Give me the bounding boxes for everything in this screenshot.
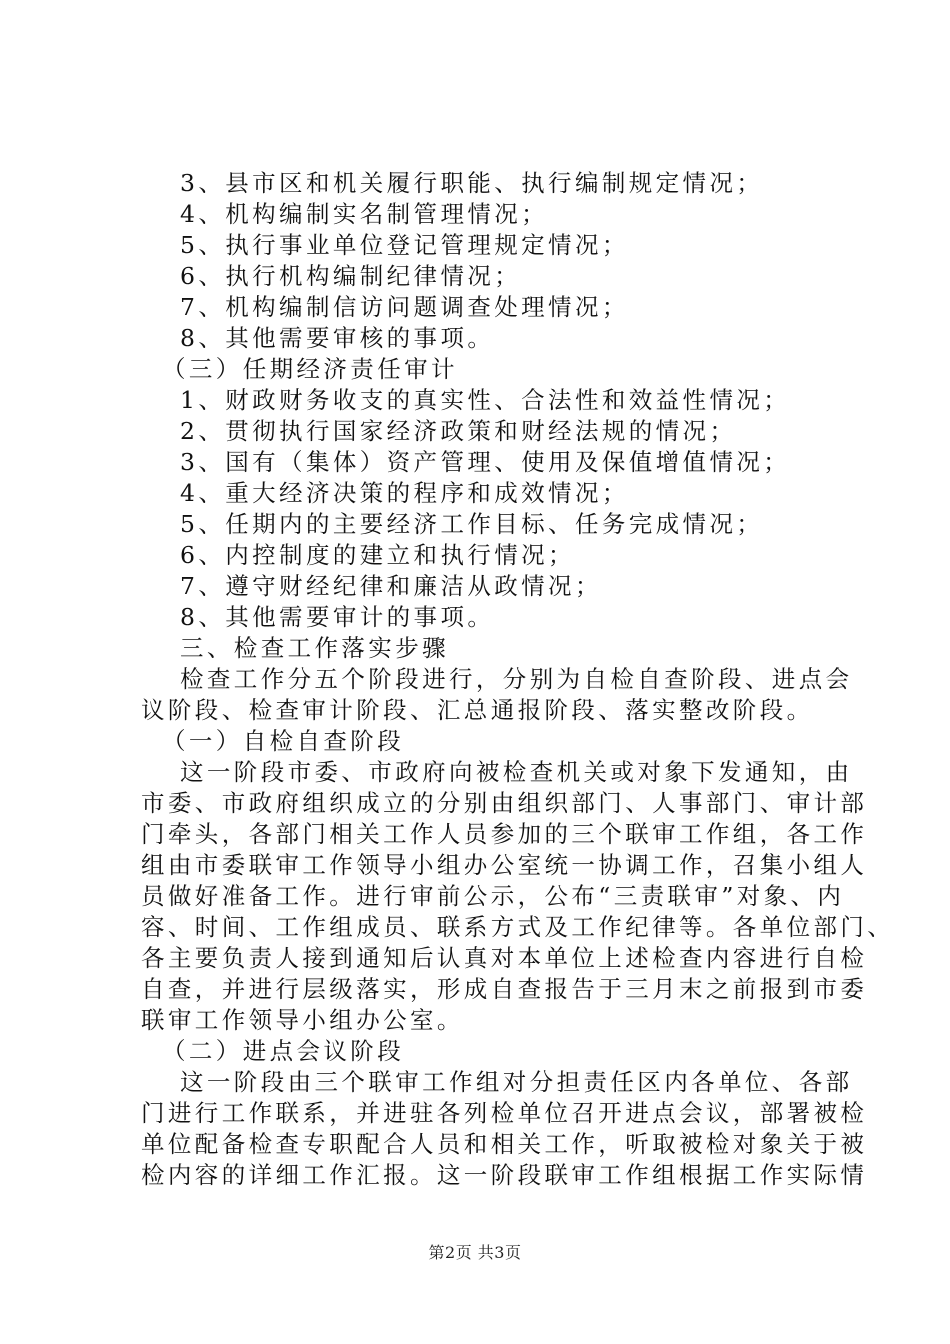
paragraph-line: 检查工作分五个阶段进行，分别为自检自查阶段、进点会	[180, 665, 853, 693]
paragraph-line: 员做好准备工作。进行审前公示，公布“三责联审”对象、内	[141, 882, 845, 910]
list-item: 6、内控制度的建立和执行情况；	[180, 541, 575, 569]
document-body	[141, 168, 895, 1191]
list-item: 4、机构编制实名制管理情况；	[180, 200, 549, 228]
paragraph-line: 单位配备检查专职配合人员和相关工作，听取被检对象关于被	[141, 1130, 868, 1158]
section-heading-steps: 三、检查工作落实步骤	[180, 634, 449, 662]
list-item: 1、财政财务收支的真实性、合法性和效益性情况；	[180, 386, 791, 414]
paragraph-line: 门牵头，各部门相关工作人员参加的三个联审工作组，各工作	[141, 820, 868, 848]
paragraph-line: 议阶段、检查审计阶段、汇总通报阶段、落实整改阶段。	[141, 696, 814, 724]
list-item: 5、任期内的主要经济工作目标、任务完成情况；	[180, 510, 764, 538]
list-item: 2、贯彻执行国家经济政策和财经法规的情况；	[180, 417, 737, 445]
paragraph-line: 市委、市政府组织成立的分别由组织部门、人事部门、审计部	[141, 789, 868, 817]
paragraph-line: 检内容的详细工作汇报。这一阶段联审工作组根据工作实际情	[141, 1161, 868, 1189]
list-item: 8、其他需要审核的事项。	[180, 324, 495, 352]
list-item: 3、国有（集体）资产管理、使用及保值增值情况；	[180, 448, 791, 476]
paragraph-line: 这一阶段由三个联审工作组对分担责任区内各单位、各部	[180, 1068, 853, 1096]
stage-two-heading: （二）进点会议阶段	[162, 1037, 405, 1065]
paragraph-line: 自查，并进行层级落实，形成自查报告于三月末之前报到市委	[141, 975, 868, 1003]
section-heading-audit: （三）任期经济责任审计	[162, 355, 458, 383]
paragraph-line: 门进行工作联系，并进驻各列检单位召开进点会议，部署被检	[141, 1099, 868, 1127]
list-item: 7、遵守财经纪律和廉洁从政情况；	[180, 572, 602, 600]
list-item: 7、机构编制信访问题调查处理情况；	[180, 293, 629, 321]
paragraph-line: 各主要负责人接到通知后认真对本单位上述检查内容进行自检	[141, 944, 868, 972]
paragraph-line: 容、时间、工作组成员、联系方式及工作纪律等。各单位部门、	[141, 913, 895, 941]
paragraph-line: 这一阶段市委、市政府向被检查机关或对象下发通知，由	[180, 758, 853, 786]
page-footer: 第2页 共3页	[428, 1243, 522, 1262]
list-item: 6、执行机构编制纪律情况；	[180, 262, 522, 290]
list-item: 8、其他需要审计的事项。	[180, 603, 495, 631]
stage-one-heading: （一）自检自查阶段	[162, 727, 405, 755]
list-item: 4、重大经济决策的程序和成效情况；	[180, 479, 629, 507]
paragraph-line: 组由市委联审工作领导小组办公室统一协调工作，召集小组人	[141, 851, 868, 879]
list-item: 5、执行事业单位登记管理规定情况；	[180, 231, 629, 259]
paragraph-line: 联审工作领导小组办公室。	[141, 1006, 464, 1034]
list-item: 3、县市区和机关履行职能、执行编制规定情况；	[180, 169, 764, 197]
